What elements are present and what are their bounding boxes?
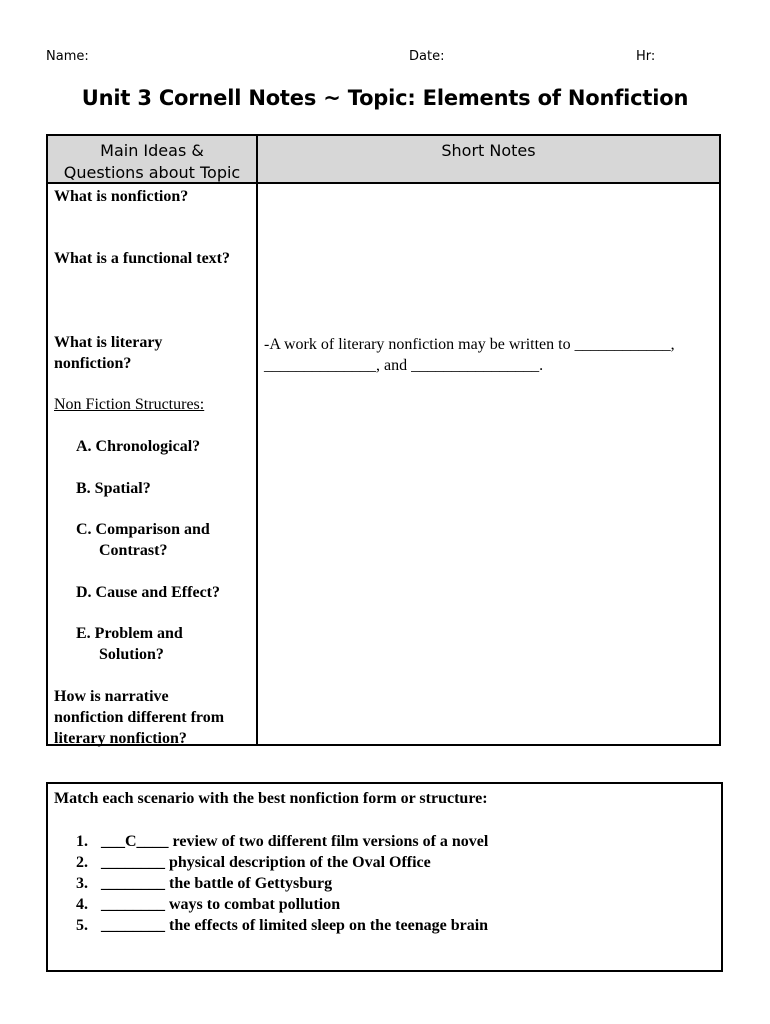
list-item [76,852,488,873]
table-header-row [48,136,719,184]
item-number: 3. [76,875,88,892]
hour-label: Hr: [636,49,656,64]
date-label: Date: [409,49,445,64]
column-divider [256,136,258,744]
structure-chronological: A. Chronological? [76,438,201,455]
main-ideas-heading-line1: Main Ideas & [100,141,204,160]
list-item [76,915,488,936]
item-text: ________ physical description of the Oval Office [101,854,431,871]
matching-exercise-box [46,782,723,972]
main-ideas-heading [48,140,256,184]
main-ideas-heading-line2: Questions about Topic [63,163,241,182]
structure-cause-effect: D. Cause and Effect? [76,584,220,601]
matching-list [76,831,488,936]
question-narrative-nonfiction [54,686,224,749]
name-label: Name: [46,49,89,64]
item-text: ________ the effects of limited sleep on the teenage brain [101,917,489,934]
short-note-literary-nonfiction [264,334,720,376]
structures-heading: Non Fiction Structures: [54,396,205,413]
short-notes-heading: Short Notes [441,141,536,160]
question-line: How is narrative [54,688,169,705]
item-number: 5. [76,917,88,934]
item-text: ________ the battle of Gettysburg [101,875,333,892]
matching-instructions: Match each scenario with the best nonfiction form or structure: [54,790,488,807]
list-item [76,831,488,852]
question-literary-nonfiction [54,332,162,374]
question-line: What is literary [54,334,163,351]
structure-line: Contrast? [99,542,168,559]
question-functional-text: What is a functional text? [54,250,230,267]
structure-line: E. Problem and [76,625,183,642]
question-line: nonfiction different from [54,709,225,726]
item-number: 4. [76,896,88,913]
structure-spatial: B. Spatial? [76,480,151,497]
item-text: ________ ways to combat pollution [101,896,341,913]
structure-line: Solution? [99,646,164,663]
short-note-line: -A work of literary nonfiction may be written to ____________, [264,336,675,353]
list-item [76,873,488,894]
structure-comparison-contrast [76,519,210,561]
short-note-line: ______________, and ________________. [264,357,544,374]
question-line: literary nonfiction? [54,730,187,747]
page-title: Unit 3 Cornell Notes ~ Topic: Elements of Nonfiction [81,86,689,110]
item-number: 2. [76,854,88,871]
structure-line: C. Comparison and [76,521,210,538]
list-item [76,894,488,915]
item-text: ___C____ review of two different film versions of a novel [101,833,489,850]
question-nonfiction: What is nonfiction? [54,188,189,205]
question-line: nonfiction? [54,355,132,372]
item-number: 1. [76,833,88,850]
structure-problem-solution [76,623,183,665]
cornell-notes-table [46,134,721,746]
